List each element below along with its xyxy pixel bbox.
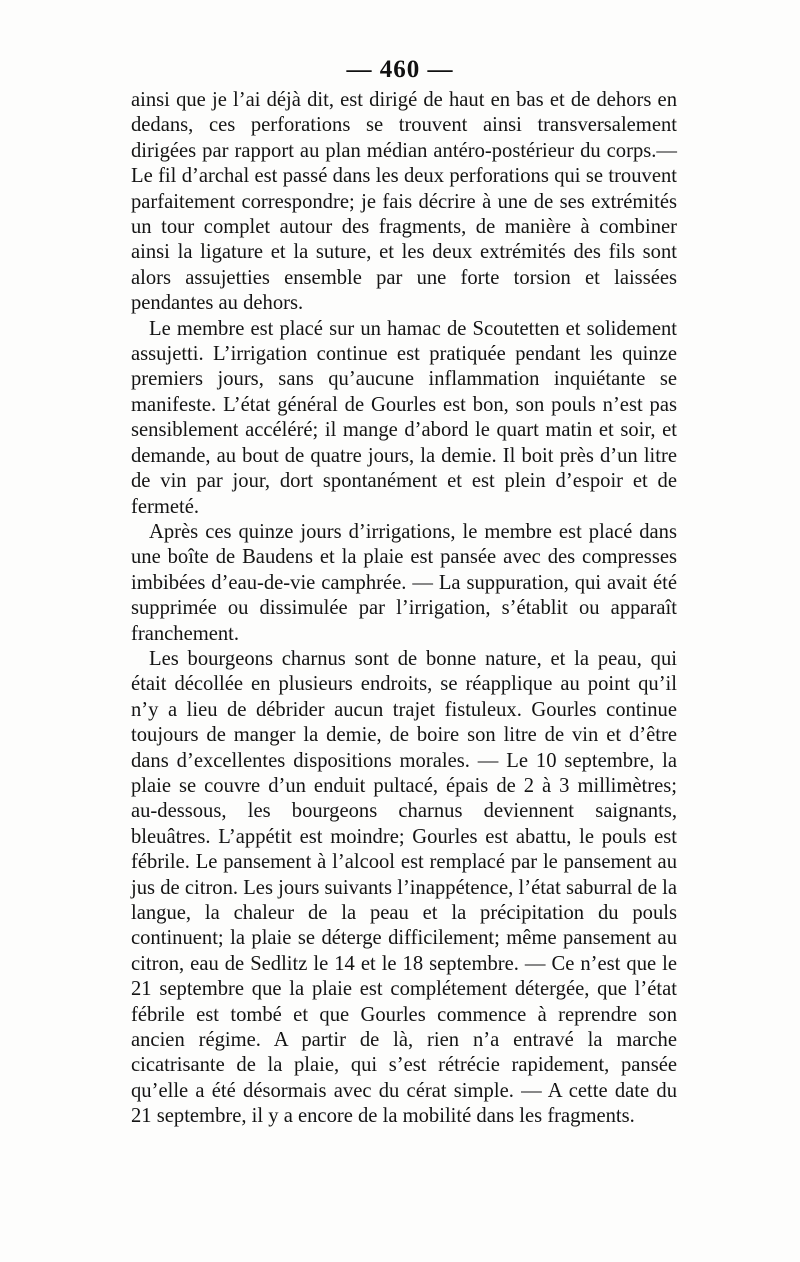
page-number: — 460 — xyxy=(346,56,454,83)
paragraph-4: Les bourgeons charnus sont de bonne nature, et la peau, qui était décollée en plusieurs endroits, se réapplique au point qu’il n’y a lieu de débrider aucun trajet fistuleux. Gourles continue toujours de manger la demie, de boire son litre de vin et d’être dans d’excellentes dispositions morales. — Le 10 septembre, la plaie se couvre d’un enduit pultacé, épais de 2 à 3 millimètres; au-dessous, les bourgeons charnus deviennent saignants, bleuâtres. L’appétit est moindre; Gourles est abattu, le pouls est fébrile. Le pansement à l’alcool est remplacé par le pansement au jus de citron. Les jours suivants l’inappétence, l’état saburral de la langue, la chaleur de la peau et la précipitation du pouls continuent; la plaie se déterge difficilement; même pansement au citron, eau de Sedlitz le 14 et le 18 septembre. — Ce n’est que le 21 septembre que la plaie est complétement détergée, que l’état fébrile est tombé et que Gourles commence à reprendre son ancien régime. A partir de là, rien n’a entravé la marche cicatrisante de la plaie, qui s’est rétrécie rapidement, pansée qu’elle a été désormais avec du cérat simple. — A cette date du 21 septembre, il y a encore de la mobilité dans les fragments. xyxy=(131,647,677,1128)
paragraph-2: Le membre est placé sur un hamac de Scoutetten et solidement assujetti. L’irrigation continue est pratiquée pendant les quinze premiers jours, sans qu’aucune inflammation inquiétante se manifeste. L’état général de Gourles est bon, son pouls n’est pas sensiblement accéléré; il mange d’abord le quart matin et soir, et demande, au bout de quatre jours, la demie. Il boit près d’un litre de vin par jour, dort spontanément et est plein d’espoir et de fermeté. xyxy=(131,317,677,518)
paragraph-3: Après ces quinze jours d’irrigations, le membre est placé dans une boîte de Baudens et la plaie est pansée avec des compresses imbibées d’eau-de-vie camphrée. — La suppuration, qui avait été supprimée ou dissimulée par l’irrigation, s’établit ou apparaît franchement. xyxy=(131,520,677,645)
paragraph-1: ainsi que je l’ai déjà dit, est dirigé de haut en bas et de dehors en dedans, ces perforations se trouvent ainsi transversalement dirigées par rapport au plan médian antéro-postérieur du corps.—Le fil d’archal est passé dans les deux perforations qui se trouvent parfaitement correspondre; je fais décrire à une de ses extrémités un tour complet autour des fragments, de manière à combiner ainsi la ligature et la suture, et les deux extrémités des fils sont alors assujetties ensemble par une forte torsion et laissées pendantes au dehors. xyxy=(131,89,677,315)
body-text xyxy=(131,88,677,1130)
